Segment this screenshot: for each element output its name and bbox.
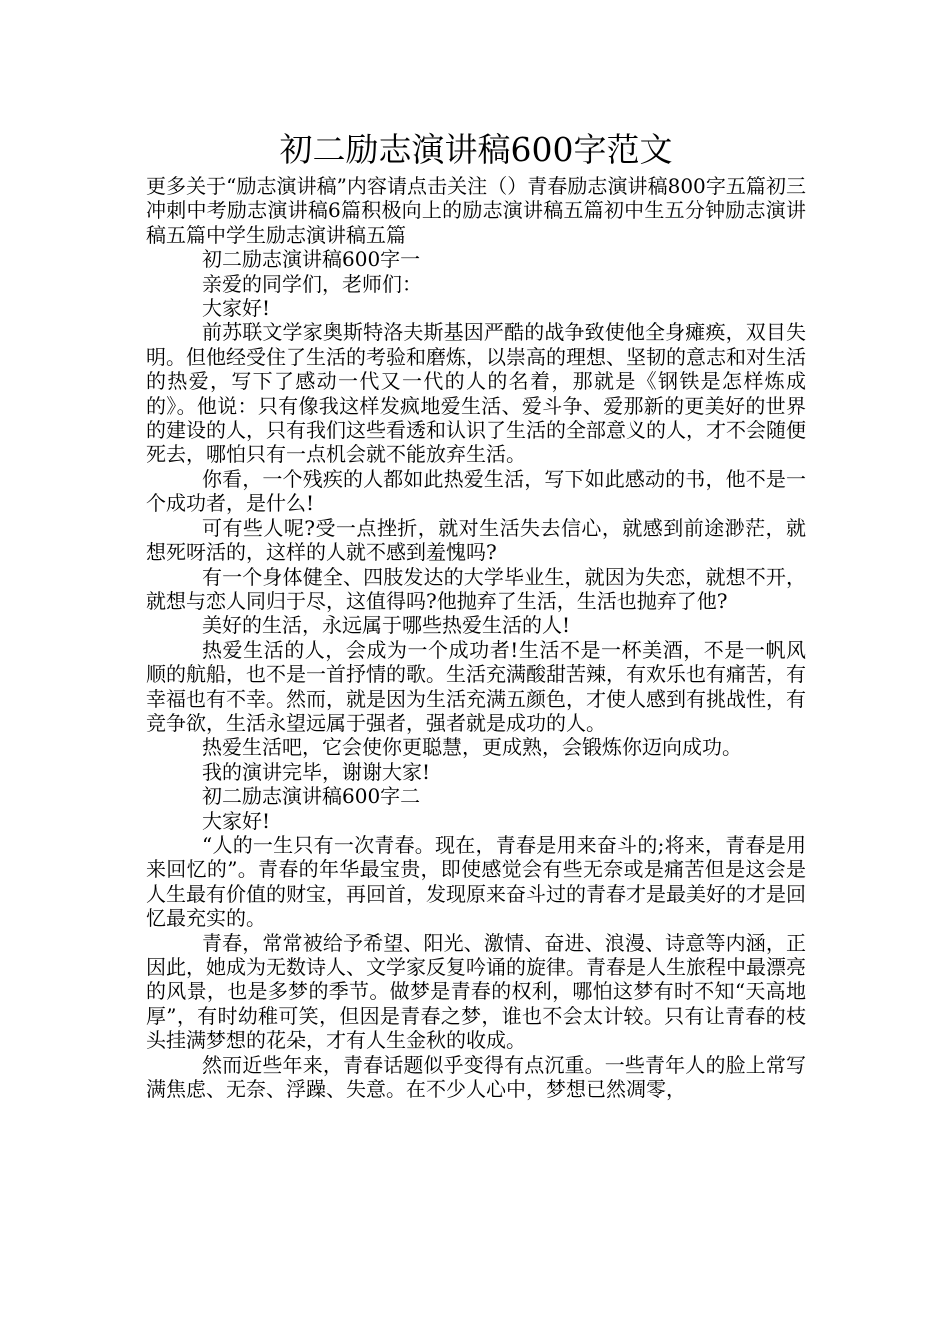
body-paragraph: 更多关于“励志演讲稿”内容请点击关注（）青春励志演讲稿800字五篇初三冲刺中考励志演讲稿6篇积极向上的励志演讲稿五篇初中生五分钟励志演讲稿五篇中学生励志演讲稿五篇	[146, 174, 806, 247]
body-paragraph: 热爱生活的人，会成为一个成功者!生活不是一杯美酒，不是一帆风顺的航船，也不是一首抒情的歌。生活充满酸甜苦辣，有欢乐也有痛苦，有幸福也有不幸。然而，就是因为生活充满五颜色，才使人感到有挑战性，有竞争欲，生活永望远属于强者，强者就是成功的人。	[146, 637, 806, 735]
body-paragraph: 青春，常常被给予希望、阳光、激情、奋进、浪漫、诗意等内涵，正因此，她成为无数诗人、文学家反复吟诵的旋律。青春是人生旅程中最漂亮的风景，也是多梦的季节。做梦是青春的权利，哪怕这梦有时不知“天高地厚”，有时幼稚可笑，但因是青春之梦，谁也不会太计较。只有让青春的枝头挂满梦想的花朵，才有人生金秋的收成。	[146, 930, 806, 1053]
body-paragraph: “人的一生只有一次青春。现在，青春是用来奋斗的;将来，青春是用来回忆的”。青春的年华最宝贵，即使感觉会有些无奈或是痛苦但是这会是人生最有价值的财宝，再回首，发现原来奋斗过的青春才是最美好的才是回忆最充实的。	[146, 832, 806, 931]
body-paragraph: 初二励志演讲稿600字一	[202, 247, 421, 272]
document-page	[146, 128, 806, 1101]
document-body	[146, 174, 806, 1101]
document-title: 初二励志演讲稿600字范文	[279, 130, 673, 169]
body-paragraph: 大家好!	[202, 296, 271, 321]
body-paragraph: 我的演讲完毕，谢谢大家!	[202, 759, 431, 784]
body-paragraph: 大家好!	[202, 808, 271, 833]
body-paragraph: 初二励志演讲稿600字二	[202, 784, 421, 809]
body-paragraph: 可有些人呢?受一点挫折，就对生活失去信心，就感到前途渺茫，就想死呀活的，这样的人就不感到羞愧吗?	[146, 515, 806, 565]
body-paragraph: 前苏联文学家奥斯特洛夫斯基因严酷的战争致使他全身瘫痪，双目失明。但他经受住了生活的考验和磨炼，以崇高的理想、坚韧的意志和对生活的热爱，写下了感动一代又一代的人的名着，那就是《钢铁是怎样炼成的》。他说：只有像我这样发疯地爱生活、爱斗争、爱那新的更美好的世界的建设的人，只有我们这些看透和认识了生活的全部意义的人，才不会随便死去，哪怕只有一点机会就不能放弃生活。	[146, 320, 806, 467]
body-paragraph: 美好的生活，永远属于哪些热爱生活的人!	[202, 613, 571, 638]
body-paragraph: 你看，一个残疾的人都如此热爱生活，写下如此感动的书，他不是一个成功者，是什么!	[146, 466, 806, 516]
body-paragraph: 有一个身体健全、四肢发达的大学毕业生，就因为失恋，就想不开，就想与恋人同归于尽，这值得吗?他抛弃了生活，生活也抛弃了他?	[146, 564, 806, 613]
body-paragraph: 亲爱的同学们，老师们：	[202, 271, 422, 296]
body-paragraph: 然而近些年来，青春话题似乎变得有点沉重。一些青年人的脸上常写满焦虑、无奈、浮躁、失意。在不少人心中，梦想已然凋零，	[146, 1052, 806, 1102]
body-paragraph: 热爱生活吧，它会使你更聪慧，更成熟，会锻炼你迈向成功。	[202, 735, 742, 760]
